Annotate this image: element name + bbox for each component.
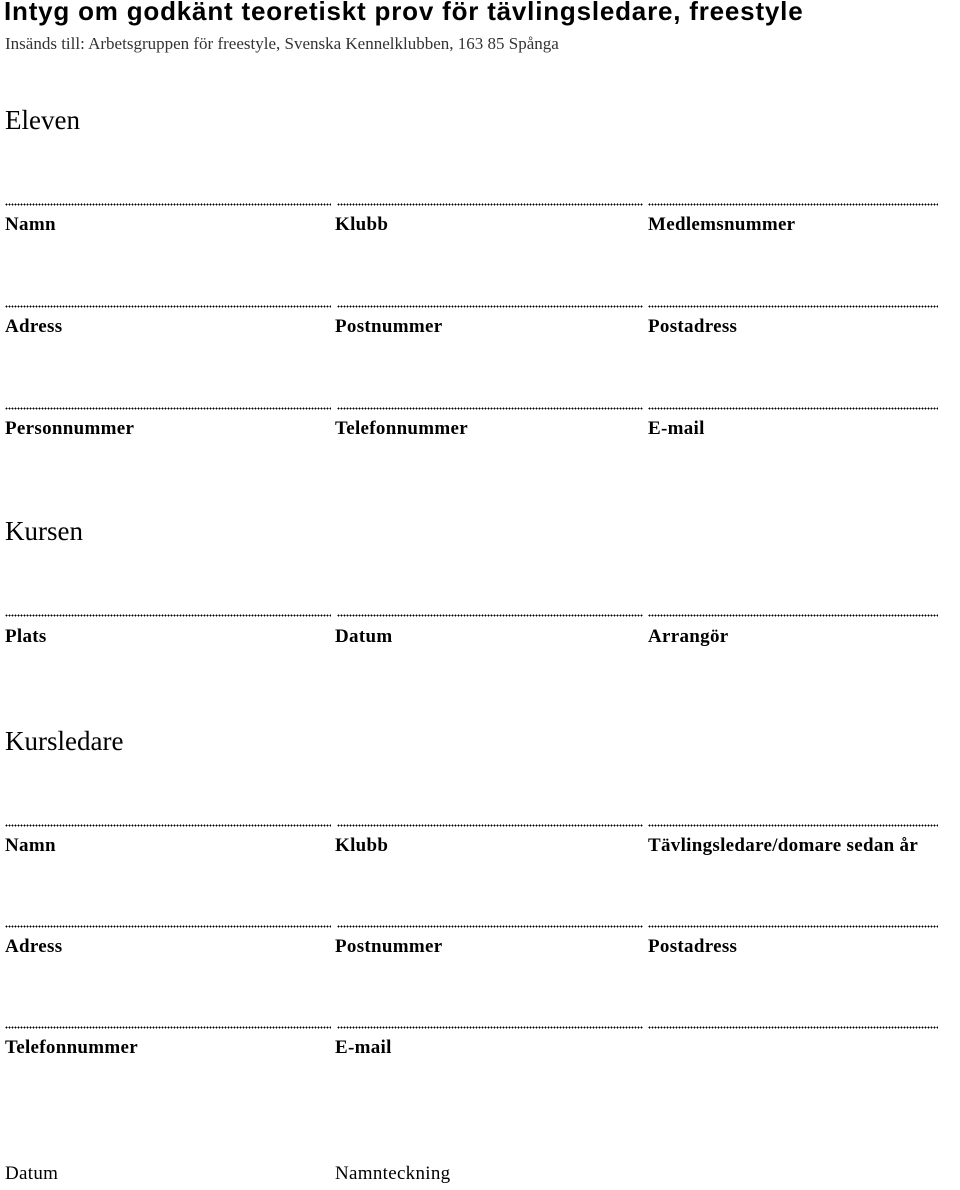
dotted-field-line[interactable]: [5, 614, 331, 617]
field-label-klubb: Klubb: [335, 835, 389, 856]
field-label-namn: Namn: [5, 214, 56, 235]
dotted-field-line[interactable]: [5, 824, 331, 827]
field-label-arrangor: Arrangör: [648, 626, 729, 647]
field-label-telefonnummer: Telefonnummer: [335, 418, 469, 439]
field-label-postadress: Postadress: [648, 936, 738, 957]
dotted-field-line[interactable]: [648, 824, 938, 827]
field-label-email: E-mail: [335, 1037, 392, 1058]
signature-label-datum: Datum: [5, 1163, 59, 1184]
field-label-datum: Datum: [335, 626, 393, 647]
page-subtitle: Insänds till: Arbetsgruppen för freestyle, Svenska Kennelklubben, 163 85 Spånga: [5, 34, 559, 53]
dotted-field-line[interactable]: [337, 925, 643, 928]
field-label-namn: Namn: [5, 835, 56, 856]
dotted-field-line[interactable]: [5, 925, 331, 928]
dotted-field-line[interactable]: [337, 1026, 643, 1029]
section-heading-kursledare: Kursledare: [5, 726, 124, 756]
dotted-field-line[interactable]: [337, 824, 643, 827]
field-label-medlemsnummer: Medlemsnummer: [648, 214, 796, 235]
dotted-field-line[interactable]: [648, 305, 938, 308]
dotted-field-line[interactable]: [648, 614, 938, 617]
field-label-plats: Plats: [5, 626, 47, 647]
field-label-email: E-mail: [648, 418, 705, 439]
dotted-field-line[interactable]: [5, 1026, 331, 1029]
field-label-personnummer: Personnummer: [5, 418, 135, 439]
dotted-field-line[interactable]: [337, 614, 643, 617]
field-label-klubb: Klubb: [335, 214, 389, 235]
section-heading-eleven: Eleven: [5, 105, 80, 135]
field-label-postnummer: Postnummer: [335, 316, 443, 337]
dotted-field-line[interactable]: [337, 305, 643, 308]
dotted-field-line[interactable]: [648, 925, 938, 928]
dotted-field-line[interactable]: [648, 407, 938, 410]
dotted-field-line[interactable]: [337, 203, 643, 206]
dotted-field-line[interactable]: [5, 203, 331, 206]
field-label-postnummer: Postnummer: [335, 936, 443, 957]
field-label-telefonnummer: Telefonnummer: [5, 1037, 139, 1058]
field-label-adress: Adress: [5, 316, 63, 337]
dotted-field-line[interactable]: [5, 407, 331, 410]
section-heading-kursen: Kursen: [5, 516, 83, 546]
dotted-field-line[interactable]: [648, 203, 938, 206]
dotted-field-line[interactable]: [648, 1026, 938, 1029]
field-label-tavlingsledare-sedan-ar: Tävlingsledare/domare sedan år: [648, 835, 919, 856]
signature-label-namnteckning: Namnteckning: [335, 1163, 451, 1184]
page-title: Intyg om godkänt teoretiskt prov för tävlingsledare, freestyle: [4, 0, 804, 26]
field-label-adress: Adress: [5, 936, 63, 957]
dotted-field-line[interactable]: [5, 305, 331, 308]
field-label-postadress: Postadress: [648, 316, 738, 337]
dotted-field-line[interactable]: [337, 407, 643, 410]
